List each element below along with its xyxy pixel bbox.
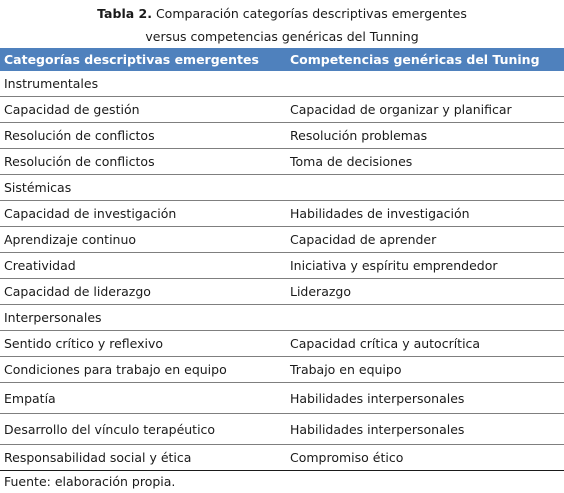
table-row [0,331,564,357]
section-title: Interpersonales [0,305,564,331]
section-title: Sistémicas [0,175,564,201]
categoria-cell: Condiciones para trabajo en equipo [0,357,286,383]
table-row [0,201,564,227]
table-row [0,123,564,149]
categoria-cell: Capacidad de gestión [0,97,286,123]
categoria-cell: Desarrollo del vínculo terapéutico [0,414,286,445]
competencia-cell: Capacidad crítica y autocrítica [286,331,564,357]
comparison-table [0,48,564,471]
categoria-cell: Sentido crítico y reflexivo [0,331,286,357]
table-row [0,97,564,123]
competencia-cell: Habilidades interpersonales [286,383,564,414]
competencia-cell: Toma de decisiones [286,149,564,175]
categoria-cell: Resolución de conflictos [0,149,286,175]
categoria-cell: Responsabilidad social y ética [0,445,286,471]
categoria-cell: Capacidad de investigación [0,201,286,227]
section-row [0,305,564,331]
categoria-cell: Aprendizaje continuo [0,227,286,253]
categoria-cell: Creatividad [0,253,286,279]
categoria-cell: Empatía [0,383,286,414]
categoria-cell: Resolución de conflictos [0,123,286,149]
competencia-cell: Liderazgo [286,279,564,305]
table-caption [0,0,564,48]
competencia-cell: Iniciativa y espíritu emprendedor [286,253,564,279]
header-competencias: Competencias genéricas del Tuning [286,48,564,71]
table-row [0,253,564,279]
caption-title-1: Comparación categorías descriptivas emergentes [155,6,467,21]
competencia-cell: Trabajo en equipo [286,357,564,383]
caption-label: Tabla 2. [97,6,152,21]
table-row [0,279,564,305]
caption-line-1 [0,2,564,25]
table-row [0,383,564,414]
table-row [0,414,564,445]
table-row [0,445,564,471]
header-row [0,48,564,71]
categoria-cell: Capacidad de liderazgo [0,279,286,305]
competencia-cell: Resolución problemas [286,123,564,149]
competencia-cell: Compromiso ético [286,445,564,471]
section-row [0,71,564,97]
caption-title-2: versus competencias genéricas del Tunning [145,29,419,44]
table-row [0,149,564,175]
table-row [0,227,564,253]
header-categorias: Categorías descriptivas emergentes [0,48,286,71]
competencia-cell: Habilidades interpersonales [286,414,564,445]
source-note: Fuente: elaboración propia. [4,474,176,489]
competencia-cell: Capacidad de organizar y planificar [286,97,564,123]
section-row [0,175,564,201]
section-title: Instrumentales [0,71,564,97]
table-row [0,357,564,383]
competencia-cell: Capacidad de aprender [286,227,564,253]
competencia-cell: Habilidades de investigación [286,201,564,227]
